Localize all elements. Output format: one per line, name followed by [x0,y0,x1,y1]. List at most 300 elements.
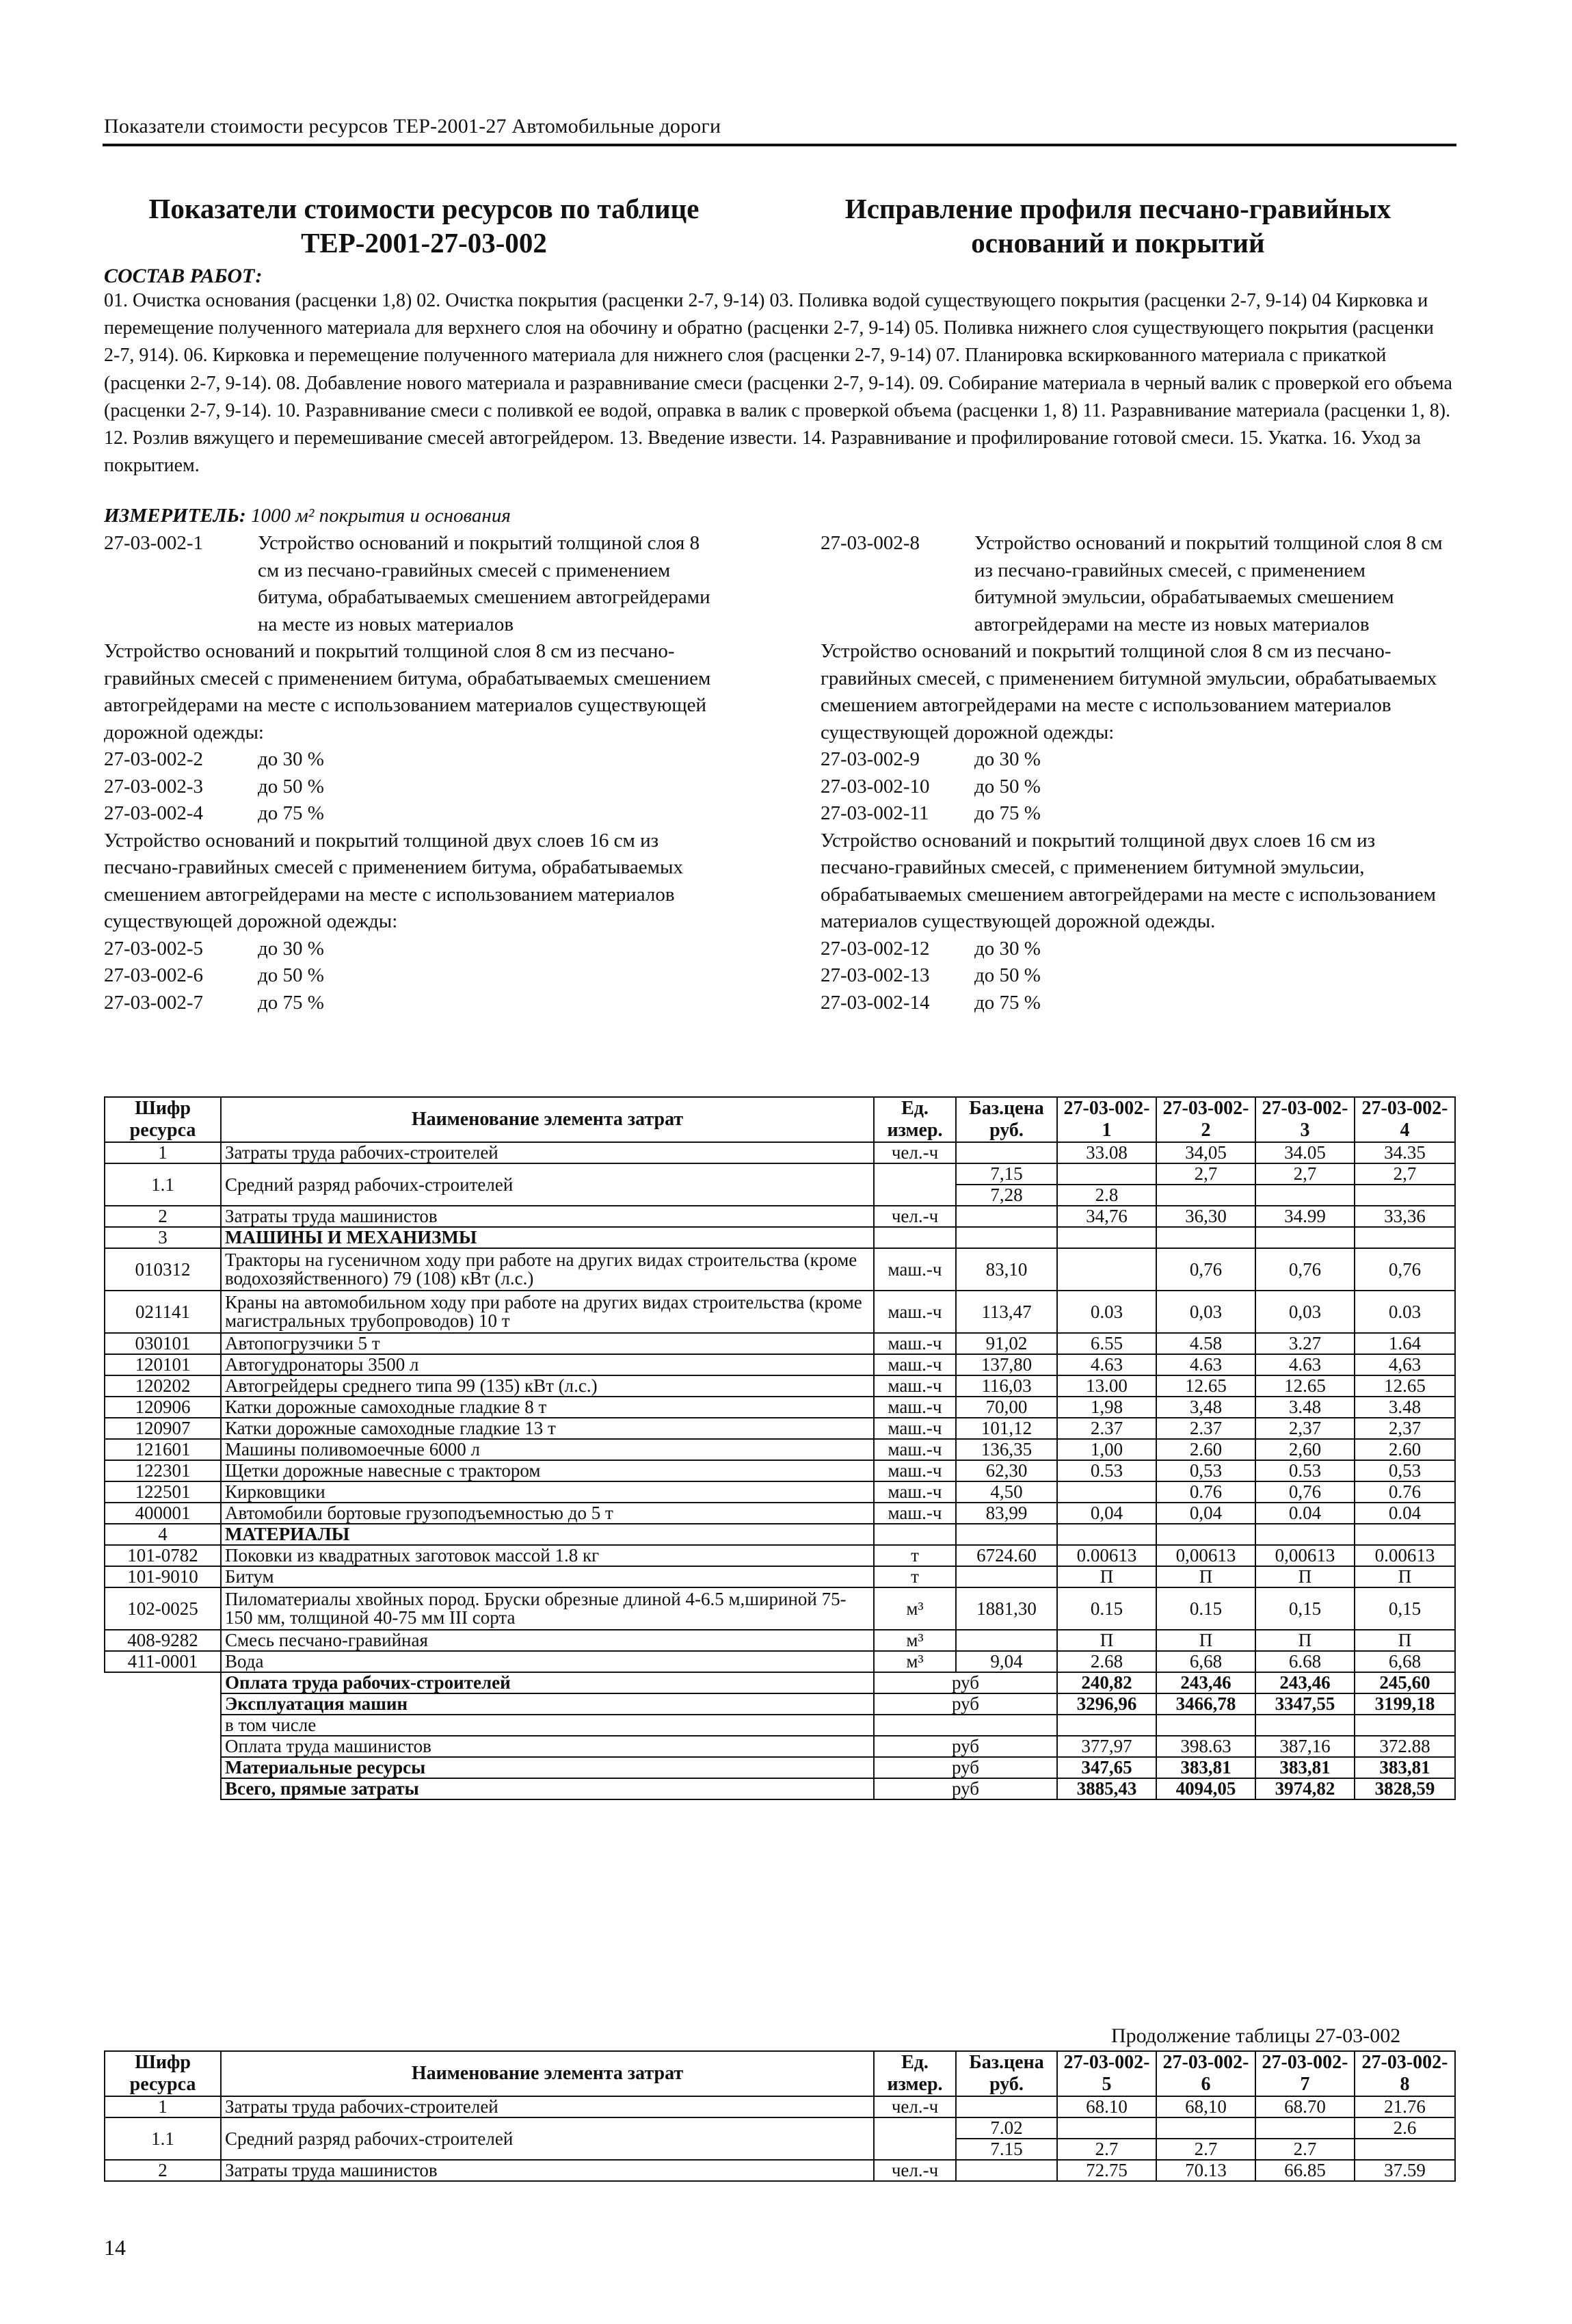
base-price-cell: 136,35 [956,1439,1057,1460]
value-cell: 0,00613 [1156,1545,1255,1566]
summary-value: 3347,55 [1255,1693,1355,1715]
rate-code: 27-03-002-10 [821,775,930,797]
table-row [105,1524,1455,1545]
unit-cell: м³ [874,1651,956,1672]
resource-name: Краны на автомобильном ходу при работе на других видах строительства (кроме магистральных трубопроводов) 10 т [221,1291,874,1333]
resource-code: 120906 [105,1397,221,1418]
rate-description: Устройство оснований и покрытий толщиной слоя 8 см из песчано-гравийных смесей, с применением битумной эмульсии, обрабатываемых смешением автогрейдерами на месте из новых материалов [974,532,1443,635]
summary-row [105,1672,1455,1693]
base-price-cell: 83,10 [956,1248,1057,1291]
unit-cell: маш.-ч [874,1248,956,1291]
value-cell: 33.08 [1057,1142,1156,1163]
value-cell: 34,76 [1057,1206,1156,1227]
group-description: Устройство оснований и покрытий толщиной слоя 8 см из песчано-гравийных смесей с применением битума, обрабатываемых смешением автогрейдерами на месте с использованием материалов существующей дорожной одежды: [104,640,711,743]
value-cell: 0.03 [1057,1291,1156,1333]
group-description: Устройство оснований и покрытий толщиной двух слоев 16 см из песчано-гравийных смесей с применением битума, обрабатываемых смешением автогрейдерами на месте с использованием материалов существующей дорожной одежды: [104,829,684,932]
summary-name: Материальные ресурсы [221,1757,874,1778]
table-row [105,1439,1455,1460]
value-cell: 0.04 [1355,1503,1455,1524]
rate-entry [821,774,1450,801]
value-cell: 21.76 [1355,2096,1455,2117]
column-header-unit: Ед. измер. [874,1097,956,1142]
unit-cell: маш.-ч [874,1460,956,1481]
rate-entry [821,936,1450,963]
summary-value: 383,81 [1255,1757,1355,1778]
table-row [105,2096,1455,2117]
base-price-cell [956,2160,1057,2181]
unit-cell: маш.-ч [874,1418,956,1439]
summary-value [1156,1715,1255,1736]
resource-code: 411-0001 [105,1651,221,1672]
summary-name: в том числе [221,1715,874,1736]
base-price-cell: 137,80 [956,1354,1057,1375]
right-description-column [821,530,1450,1016]
summary-value: 4094,05 [1156,1778,1255,1799]
resource-name: Щетки дорожные навесные с трактором [221,1460,874,1481]
unit-cell [874,1163,956,1206]
resource-name: Пиломатериалы хвойных пород. Бруски обрезные длиной 4-6.5 м,шириной 75-150 мм, толщиной 40-75 мм III сорта [221,1587,874,1630]
unit-cell: маш.-ч [874,1333,956,1354]
resource-name: Средний разряд рабочих-строителей [221,2117,874,2160]
resource-name: Битум [221,1566,874,1587]
header-rule [103,144,1456,146]
resource-name: Вода [221,1651,874,1672]
rate-percent: до 30 % [258,748,324,770]
resource-name: Затраты труда машинистов [221,1206,874,1227]
rate-code: 27-03-002-13 [821,964,930,986]
resource-name: Катки дорожные самоходные гладкие 8 т [221,1397,874,1418]
summary-value: 3828,59 [1355,1778,1455,1799]
value-cell: П [1255,1566,1355,1587]
value-cell: П [1156,1630,1255,1651]
value-cell: 34.05 [1255,1142,1355,1163]
summary-name: Эксплуатация машин [221,1693,874,1715]
resource-code: 102-0025 [105,1587,221,1630]
resource-code: 3 [105,1227,221,1248]
value-cell: 4.58 [1156,1333,1255,1354]
table-row [105,1587,1455,1630]
sostav-label: СОСТАВ РАБОТ: [104,265,263,287]
unit-cell: маш.-ч [874,1503,956,1524]
resource-code: 101-0782 [105,1545,221,1566]
resource-name: Автопогрузчики 5 т [221,1333,874,1354]
summary-row [105,1715,1455,1736]
value-cell: 6.55 [1057,1333,1156,1354]
empty-cell [105,1693,221,1715]
column-header-c3: 27-03-002-3 [1255,1097,1355,1142]
rate-code: 27-03-002-14 [821,991,930,1014]
unit-cell: чел.-ч [874,1206,956,1227]
base-price-cell: 7,15 [956,1163,1057,1185]
table-row [105,1248,1455,1291]
rate-entry [104,962,719,990]
rate-percent: до 75 % [258,802,324,824]
table-row [105,1630,1455,1651]
rate-percent: до 30 % [974,937,1041,960]
value-cell: 4.63 [1156,1354,1255,1375]
rate-code: 27-03-002-11 [821,802,929,824]
value-cell [1255,1524,1355,1545]
resource-cost-table-continued [104,2050,1456,2182]
base-price-cell: 83,99 [956,1503,1057,1524]
value-cell: 34,05 [1156,1142,1255,1163]
value-cell: 2.60 [1355,1439,1455,1460]
column-header-price: Баз.цена руб. [956,1097,1057,1142]
value-cell: П [1057,1566,1156,1587]
value-cell: 68.70 [1255,2096,1355,2117]
value-cell: 2.60 [1156,1439,1255,1460]
rate-code: 27-03-002-1 [104,532,203,554]
value-cell: 0,53 [1156,1460,1255,1481]
rate-percent: до 30 % [974,748,1041,770]
resource-name: Кирковщики [221,1481,874,1503]
value-cell: П [1255,1630,1355,1651]
value-cell: 0,53 [1355,1460,1455,1481]
value-cell: 33,36 [1355,1206,1455,1227]
value-cell: 0,76 [1255,1481,1355,1503]
resource-code: 120101 [105,1354,221,1375]
value-cell: 2.68 [1057,1651,1156,1672]
resource-code: 1 [105,1142,221,1163]
unit-cell: маш.-ч [874,1439,956,1460]
empty-cell [105,1672,221,1693]
empty-cell [105,1736,221,1757]
unit-cell: руб [874,1672,1057,1693]
value-cell: 2,37 [1355,1418,1455,1439]
resource-code: 1.1 [105,2117,221,2160]
value-cell: 12.65 [1255,1375,1355,1397]
summary-value: 383,81 [1156,1757,1255,1778]
value-cell: 0.15 [1156,1587,1255,1630]
summary-value [1355,1715,1455,1736]
table-row [105,1142,1455,1163]
value-cell: 0.76 [1156,1481,1255,1503]
sostav-text: 01. Очистка основания (расценки 1,8) 02. Очистка покрытия (расценки 2-7, 9-14) 03. Поливка водой существующего покрытия (расценки 2-7, 9-14) 04 Кирковка и перемещение полученного материала для верхнего слоя на обочину и обратно (расценки 2-7, 9-14) 05. Поливка нижнего слоя существующего покрытия (расценки 2-7, 914). 06. Кирковка и перемещение полученного материала для нижнего слоя (расценки 2-7, 9-14) 07. Планировка вскиркованного материала с прикаткой (расценки 2-7, 9-14). 08. Добавление нового материала и разравнивание смеси (расценки 2-7, 9-14). 09. Собирание материала в черный валик с проверкой его объема (расценки 2-7, 9-14). 10. Разравнивание смеси с поливкой ее водой, оправка в валик с проверкой объема (расценки 1, 8) 11. Разравнивание материала (расценки 1, 8). 12. Розлив вяжущего и перемешивание смесей автогрейдером. 13. Введение извести. 14. Разравнивание и профилирование готовой смеси. 15. Укатка. 16. Уход за покрытием. [104,290,1452,477]
group-description: Устройство оснований и покрытий толщиной слоя 8 см из песчано-гравийных смесей, с применением битумной эмульсии, обрабатываемых смешением автогрейдерами на месте с использованием материалов существующей дорожной одежды: [821,640,1437,743]
resource-name: Средний разряд рабочих-строителей [221,1163,874,1206]
value-cell: 2,7 [1156,1163,1255,1185]
unit-cell: руб [874,1778,1057,1799]
column-header-name: Наименование элемента затрат [221,2051,874,2096]
value-cell [1255,2117,1355,2139]
value-cell [1156,1227,1255,1248]
value-cell [1255,1227,1355,1248]
summary-value: 347,65 [1057,1757,1156,1778]
table-row [105,1291,1455,1333]
resource-cost-table [104,1096,1456,1800]
resource-code: 121601 [105,1439,221,1460]
base-price-cell: 1881,30 [956,1587,1057,1630]
table-row [105,2117,1455,2139]
value-cell: 0,00613 [1255,1545,1355,1566]
base-price-cell: 6724.60 [956,1545,1057,1566]
resource-code: 030101 [105,1333,221,1354]
summary-value: 377,97 [1057,1736,1156,1757]
value-cell: 0,76 [1156,1248,1255,1291]
resource-code: 101-9010 [105,1566,221,1587]
table-row [105,1375,1455,1397]
value-cell: 1,00 [1057,1439,1156,1460]
table-row [105,1333,1455,1354]
resource-code: 2 [105,2160,221,2181]
rate-percent: до 75 % [974,991,1041,1014]
value-cell [1355,1524,1455,1545]
resource-code: 400001 [105,1503,221,1524]
summary-value: 387,16 [1255,1736,1355,1757]
summary-row [105,1693,1455,1715]
unit-cell: маш.-ч [874,1397,956,1418]
value-cell [1057,1227,1156,1248]
rate-percent: до 50 % [974,775,1041,797]
rate-percent: до 50 % [258,964,324,986]
value-cell: 68.10 [1057,2096,1156,2117]
value-cell: 66.85 [1255,2160,1355,2181]
column-header-code: Шифр ресурса [105,1097,221,1142]
group-description: Устройство оснований и покрытий толщиной двух слоев 16 см из песчано-гравийных смесей, с применением битумной эмульсии, обрабатываемых смешением автогрейдерами на месте с использованием материалов существующей дорожной одежды. [821,829,1436,932]
base-price-cell [956,1524,1057,1545]
summary-row [105,1757,1455,1778]
rate-code: 27-03-002-5 [104,937,203,960]
rate-percent: до 50 % [258,775,324,797]
empty-cell [105,1715,221,1736]
value-cell: 0,04 [1156,1503,1255,1524]
value-cell: 0,15 [1255,1587,1355,1630]
resource-name: Поковки из квадратных заготовок массой 1.8 кг [221,1545,874,1566]
resource-name: Машины поливомоечные 6000 л [221,1439,874,1460]
resource-code: 2 [105,1206,221,1227]
rate-percent: до 75 % [258,991,324,1014]
summary-value: 3199,18 [1355,1693,1455,1715]
column-header-c4: 27-03-002-8 [1355,2051,1455,2096]
resource-name: Автогудронаторы 3500 л [221,1354,874,1375]
value-cell: 0,03 [1156,1291,1255,1333]
value-cell [1355,1227,1455,1248]
value-cell: 2,7 [1255,1163,1355,1185]
izmeritel-value: 1000 м² покрытия и основания [250,505,511,527]
value-cell: 1.64 [1355,1333,1455,1354]
table-row [105,1418,1455,1439]
value-cell: 3.27 [1255,1333,1355,1354]
value-cell: П [1355,1630,1455,1651]
resource-code: 122301 [105,1460,221,1481]
resource-code: 1.1 [105,1163,221,1206]
summary-value: 3466,78 [1156,1693,1255,1715]
value-cell: 4,63 [1355,1354,1455,1375]
base-price-cell: 7.15 [956,2139,1057,2160]
unit-cell: м³ [874,1630,956,1651]
base-price-cell [956,1630,1057,1651]
value-cell: П [1355,1566,1455,1587]
value-cell: 0.76 [1355,1481,1455,1503]
unit-cell [874,1524,956,1545]
value-cell [1057,1163,1156,1185]
value-cell: 2,37 [1255,1418,1355,1439]
base-price-cell: 91,02 [956,1333,1057,1354]
value-cell: 0,03 [1255,1291,1355,1333]
value-cell: 6,68 [1355,1651,1455,1672]
value-cell: 0.53 [1255,1460,1355,1481]
table-body [105,2051,1455,2181]
rate-entry [821,530,1450,638]
column-header-code: Шифр ресурса [105,2051,221,2096]
table-row [105,1503,1455,1524]
value-cell: 3,48 [1156,1397,1255,1418]
resource-name: Катки дорожные самоходные гладкие 13 т [221,1418,874,1439]
column-header-c1: 27-03-002-5 [1057,2051,1156,2096]
value-cell: 2.37 [1057,1418,1156,1439]
base-price-cell: 101,12 [956,1418,1057,1439]
rate-entry [104,990,719,1017]
resource-name: Смесь песчано-гравийная [221,1630,874,1651]
value-cell: 34.35 [1355,1142,1455,1163]
rate-entry [821,800,1450,828]
value-cell [1355,1185,1455,1206]
value-cell: 70.13 [1156,2160,1255,2181]
resource-name: Тракторы на гусеничном ходу при работе на других видах строительства (кроме водохозяйственного) 79 (108) кВт (л.с.) [221,1248,874,1291]
unit-cell: чел.-ч [874,2160,956,2181]
table-row [105,1397,1455,1418]
unit-cell: руб [874,1693,1057,1715]
summary-value: 240,82 [1057,1672,1156,1693]
base-price-cell: 62,30 [956,1460,1057,1481]
unit-cell: маш.-ч [874,1481,956,1503]
table-header-row [105,1097,1455,1142]
value-cell: 0,76 [1355,1248,1455,1291]
value-cell [1057,1248,1156,1291]
rate-code: 27-03-002-2 [104,748,203,770]
column-header-c4: 27-03-002-4 [1355,1097,1455,1142]
table-body [105,1097,1455,1799]
resource-name: МАШИНЫ И МЕХАНИЗМЫ [221,1227,874,1248]
base-price-cell: 116,03 [956,1375,1057,1397]
unit-cell: т [874,1545,956,1566]
value-cell: 2.7 [1057,2139,1156,2160]
summary-name: Оплата труда машинистов [221,1736,874,1757]
base-price-cell: 4,50 [956,1481,1057,1503]
table-row [105,1566,1455,1587]
rate-entry [104,800,719,828]
base-price-cell: 113,47 [956,1291,1057,1333]
table-row [105,2160,1455,2181]
base-price-cell [956,1566,1057,1587]
column-header-c2: 27-03-002-6 [1156,2051,1255,2096]
rate-code: 27-03-002-8 [821,532,920,554]
unit-cell: маш.-ч [874,1291,956,1333]
value-cell: 72.75 [1057,2160,1156,2181]
summary-value: 372.88 [1355,1736,1455,1757]
unit-cell [874,1227,956,1248]
base-price-cell: 9,04 [956,1651,1057,1672]
summary-value: 383,81 [1355,1757,1455,1778]
value-cell: 68,10 [1156,2096,1255,2117]
value-cell: 12.65 [1355,1375,1455,1397]
value-cell: 2,60 [1255,1439,1355,1460]
value-cell: 34.99 [1255,1206,1355,1227]
summary-value: 243,46 [1156,1672,1255,1693]
rate-code: 27-03-002-6 [104,964,203,986]
value-cell: 13.00 [1057,1375,1156,1397]
table-row [105,1651,1455,1672]
resource-code: 4 [105,1524,221,1545]
rate-entry [821,746,1450,774]
resource-code: 010312 [105,1248,221,1291]
summary-value: 3974,82 [1255,1778,1355,1799]
value-cell: 4.63 [1057,1354,1156,1375]
resource-code: 120202 [105,1375,221,1397]
resource-code: 120907 [105,1418,221,1439]
column-header-c2: 27-03-002-2 [1156,1097,1255,1142]
value-cell: 2.7 [1255,2139,1355,2160]
value-cell: 37.59 [1355,2160,1455,2181]
unit-cell: т [874,1566,956,1587]
summary-value: 3296,96 [1057,1693,1156,1715]
summary-value: 245,60 [1355,1672,1455,1693]
summary-value: 3885,43 [1057,1778,1156,1799]
value-cell [1255,1185,1355,1206]
value-cell: 2.7 [1156,2139,1255,2160]
value-cell [1156,1524,1255,1545]
value-cell: 2.8 [1057,1185,1156,1206]
value-cell: 0,76 [1255,1248,1355,1291]
base-price-cell [956,1142,1057,1163]
value-cell: 36,30 [1156,1206,1255,1227]
summary-value: 398.63 [1156,1736,1255,1757]
summary-value [1255,1715,1355,1736]
value-cell [1057,1524,1156,1545]
base-price-cell: 7.02 [956,2117,1057,2139]
resource-name: Автомобили бортовые грузоподъемностью до 5 т [221,1503,874,1524]
summary-value: 243,46 [1255,1672,1355,1693]
rate-description: Устройство оснований и покрытий толщиной слоя 8 см из песчано-гравийных смесей с применением битума, обрабатываемых смешением автогрейдерами на месте из новых материалов [258,532,710,635]
izmeritel-line [104,505,511,527]
value-cell: 3.48 [1355,1397,1455,1418]
unit-cell: руб [874,1757,1057,1778]
unit-cell: м³ [874,1587,956,1630]
summary-name: Оплата труда рабочих-строителей [221,1672,874,1693]
unit-cell: маш.-ч [874,1375,956,1397]
value-cell: 0.00613 [1355,1545,1455,1566]
resource-name: МАТЕРИАЛЫ [221,1524,874,1545]
table-header-row [105,2051,1455,2096]
value-cell: 1,98 [1057,1397,1156,1418]
rate-code: 27-03-002-12 [821,937,930,960]
continuation-caption: Продолжение таблицы 27-03-002 [1111,2024,1401,2047]
column-header-price: Баз.цена руб. [956,2051,1057,2096]
value-cell: 3.48 [1255,1397,1355,1418]
value-cell: 2.6 [1355,2117,1455,2139]
value-cell: 12.65 [1156,1375,1255,1397]
base-price-cell [956,1206,1057,1227]
value-cell: 0,15 [1355,1587,1455,1630]
summary-name: Всего, прямые затраты [221,1778,874,1799]
rate-entry [104,774,719,801]
resource-name: Затраты труда рабочих-строителей [221,1142,874,1163]
value-cell: 2.37 [1156,1418,1255,1439]
column-header-unit: Ед. измер. [874,2051,956,2096]
value-cell: 6,68 [1156,1651,1255,1672]
rate-percent: до 75 % [974,802,1041,824]
unit-cell: руб [874,1736,1057,1757]
value-cell: П [1156,1566,1255,1587]
rate-code: 27-03-002-4 [104,802,203,824]
base-price-cell: 7,28 [956,1185,1057,1206]
table-row [105,1460,1455,1481]
unit-cell [874,2117,956,2160]
rate-code: 27-03-002-3 [104,775,203,797]
resource-name: Автогрейдеры среднего типа 99 (135) кВт (л.с.) [221,1375,874,1397]
resource-name: Затраты труда рабочих-строителей [221,2096,874,2117]
value-cell: 0.03 [1355,1291,1455,1333]
